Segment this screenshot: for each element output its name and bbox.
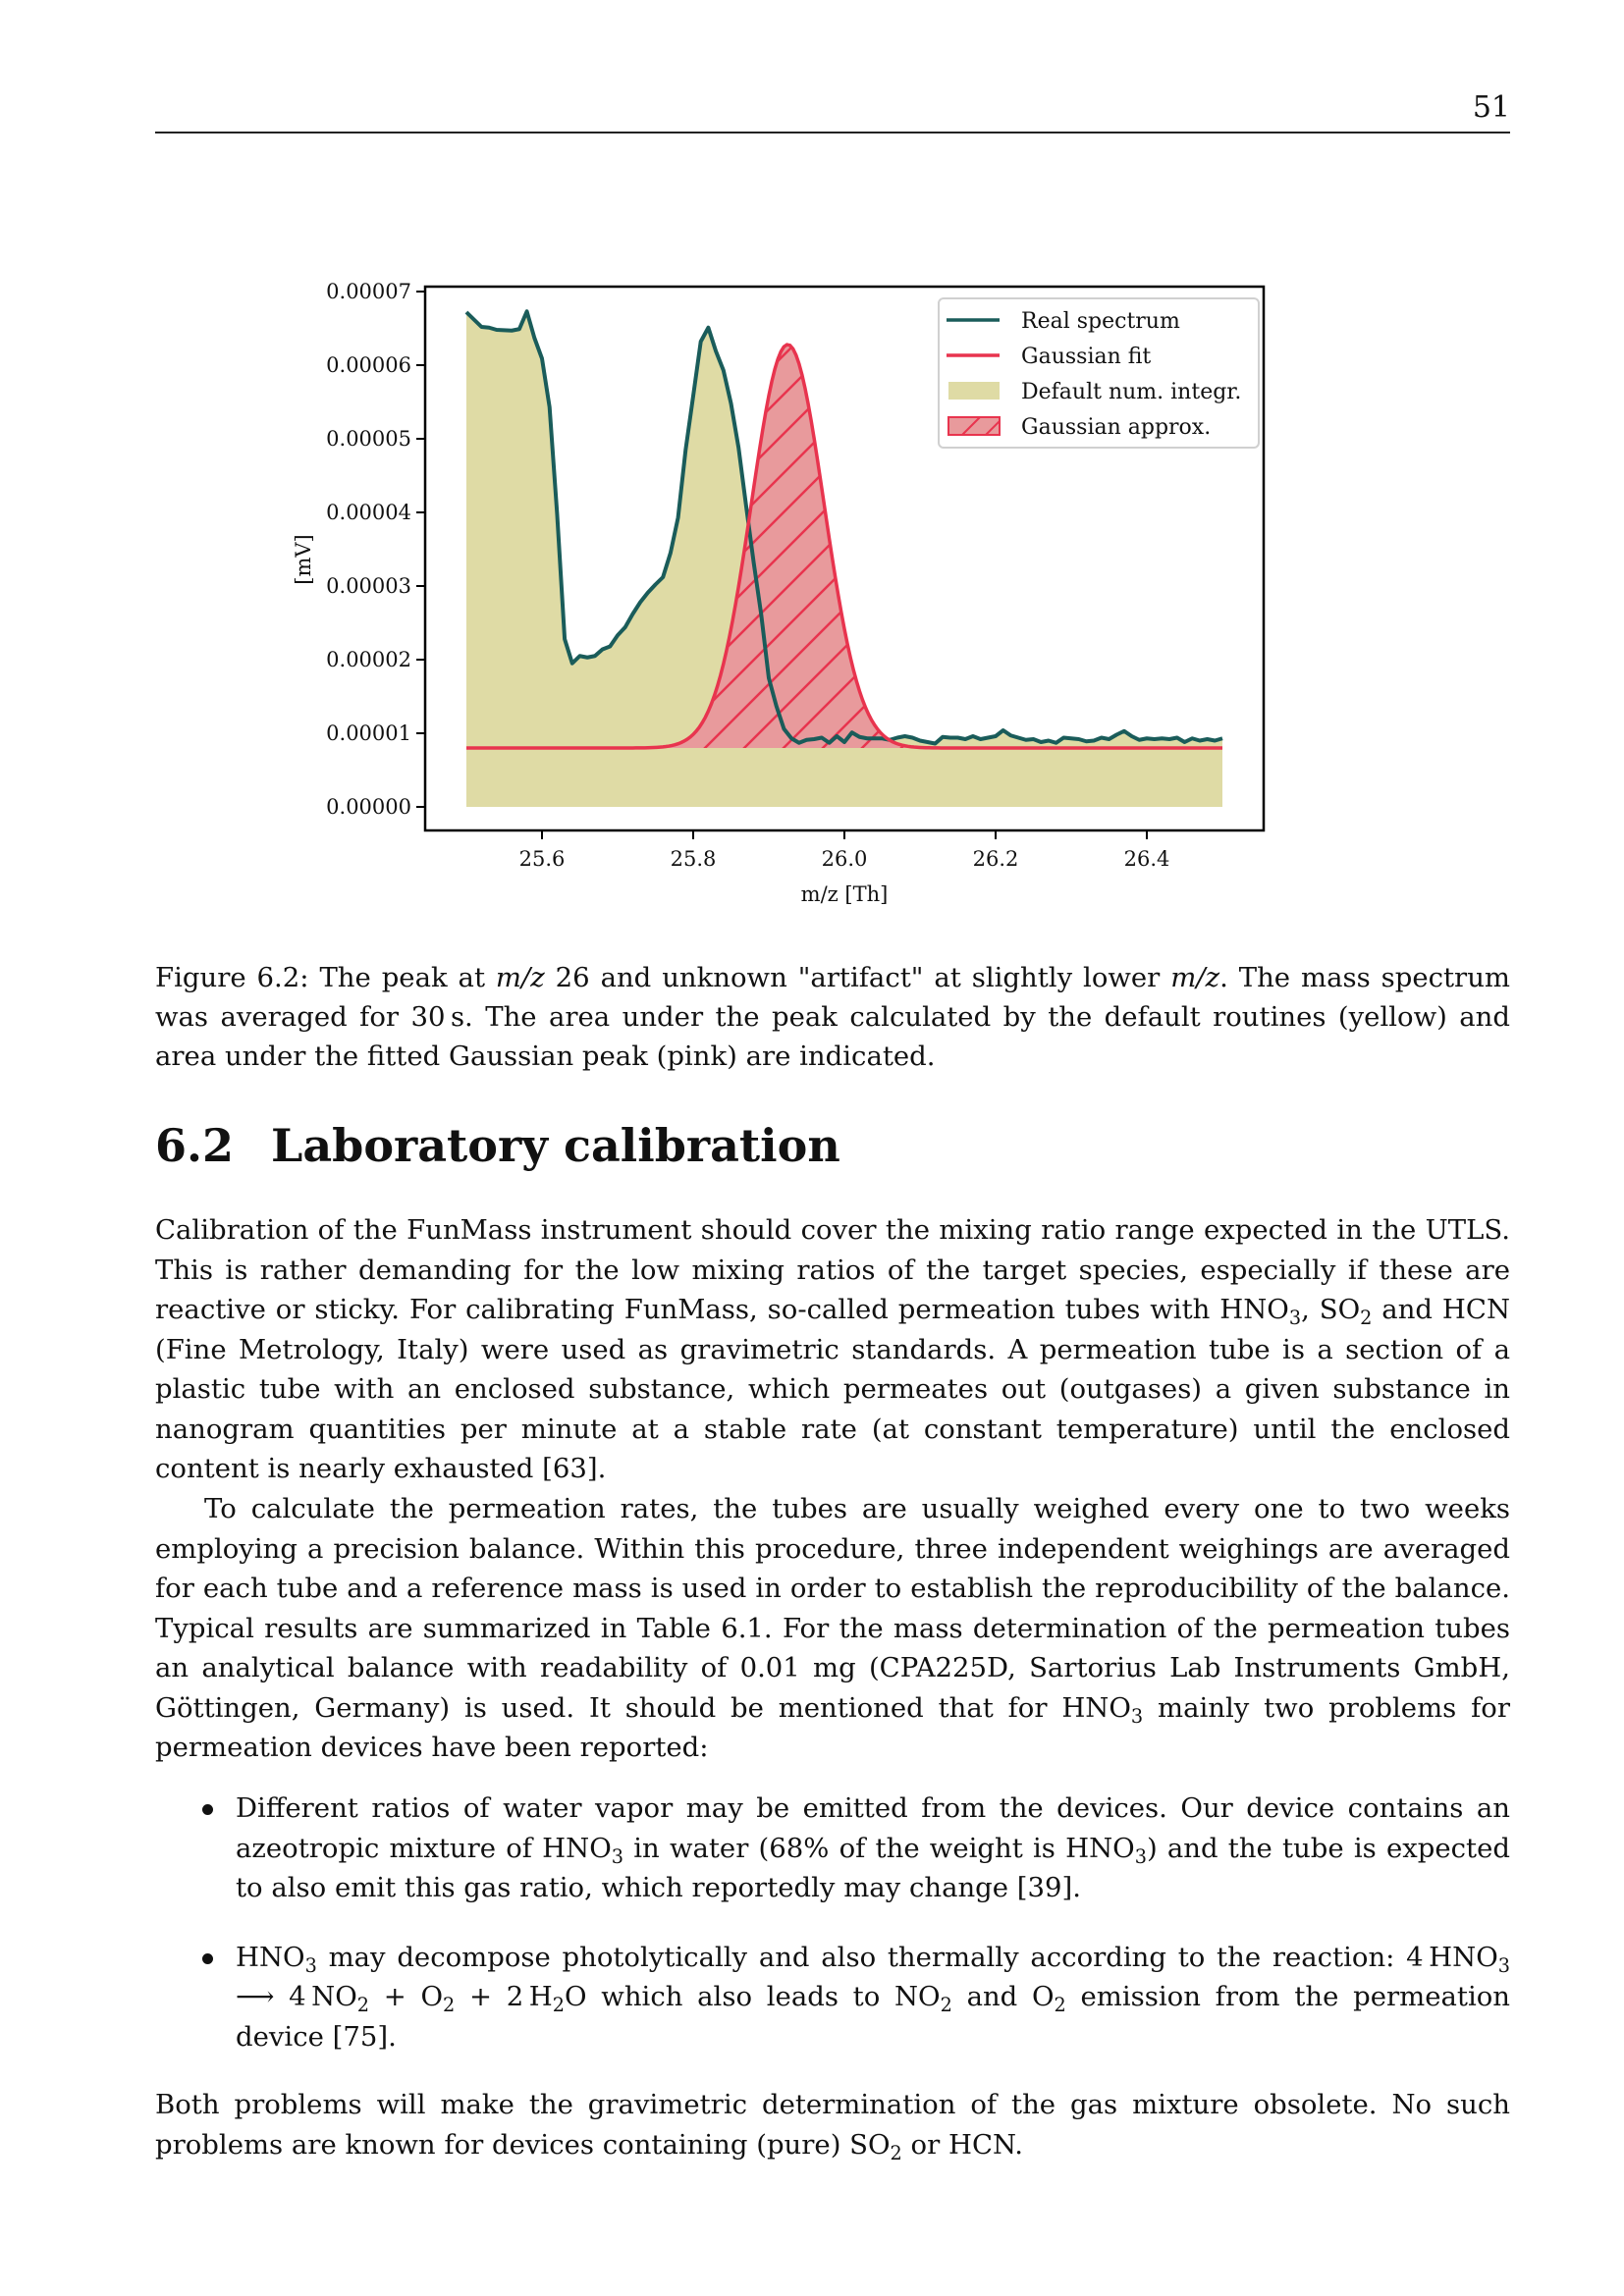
y-tick-label: 0.00003 [326, 574, 411, 598]
legend-label: Default num. integr. [1021, 380, 1242, 404]
list-item: $HNO_3$ may decompose photolytically and also thermally according to the reaction: 4 $HNO_3$ ⟶ 4 $NO_2 + O_2 + 2$ $H_2O$ which also leads to $NO_2$ and $O_2$ emission from the permeation device [75]. [155, 1938, 1510, 2057]
y-tick-label: 0.00004 [326, 501, 411, 524]
chart-legend [939, 298, 1259, 448]
section-title: Laboratory calibration [271, 1119, 840, 1172]
figure-6-2 [0, 0, 1624, 942]
y-tick-label: 0.00001 [326, 721, 411, 745]
y-tick-label: 0.00000 [326, 795, 411, 819]
y-tick-label: 0.00006 [326, 353, 411, 377]
y-tick-label: 0.00005 [326, 427, 411, 451]
x-axis-label: m/z [Th] [800, 882, 889, 906]
x-tick-label: 25.8 [670, 847, 717, 871]
x-tick-label: 26.2 [972, 847, 1019, 871]
page-number: 51 [1472, 90, 1510, 125]
bullet-icon [202, 1804, 213, 1815]
y-axis-label: [mV] [292, 534, 315, 585]
y-tick-label: 0.00002 [326, 648, 411, 671]
paragraph-closing: Both problems will make the gravimetric determination of the gas mixture obsolete. No such problems are known for devices containing (pure) $SO_2$ or HCN. [155, 2089, 1510, 2164]
x-tick-label: 25.6 [518, 847, 566, 871]
legend-label: Gaussian fit [1021, 345, 1152, 369]
paragraph-permeation-rates: To calculate the permeation rates, the tubes are usually weighed every one to two weeks employing a precision balance. Within this procedure, three independent weighings are averaged for each tube and a reference mass is used in order to establish the reproducibility of the balance. Typical results are summarized in Table 6.1. For the mass determination of the permeation tubes an analytical balance with readability of 0.01 mg (CPA225D, Sartorius Lab Instruments GmbH, Göttingen, Germany) is used. It should be mentioned that for $HNO_3$ mainly two problems for permeation devices have been reported: [155, 1493, 1510, 1763]
figure-caption: Figure 6.2: The peak at m/z 26 and unknown "artifact" at slightly lower m/z. The mass spectrum was averaged for 30 s. The area under the peak calculated by the default routines (yellow) and area under the fitted Gaussian peak (pink) are indicated. [155, 962, 1510, 1072]
paragraph-intro: Calibration of the FunMass instrument should cover the mixing ratio range expected in the UTLS. This is rather demanding for the low mixing ratios of the target species, especially if these are reactive or sticky. For calibrating FunMass, so-called permeation tubes with $HNO_3$, $SO_2$ and HCN (Fine Metrology, Italy) were used as gravimetric standards. A permeation tube is a section of a plastic tube with an enclosed substance, which permeates out (outgases) a given substance in nanogram quantities per minute at a stable rate (at constant temperature) until the enclosed content is nearly exhausted [63]. [155, 1214, 1511, 1484]
spectrum-chart [0, 0, 1624, 942]
legend-label: Gaussian approx. [1021, 415, 1212, 440]
section-number: 6.2 [155, 1119, 235, 1172]
x-tick-label: 26.4 [1123, 847, 1170, 871]
y-tick-label: 0.00007 [326, 280, 411, 303]
caption-label: Figure 6.2: [155, 962, 309, 993]
list-item: Different ratios of water vapor may be emitted from the devices. Our device contains an azeotropic mixture of $HNO_3$ in water (68% of the weight is $HNO_3$) and the tube is expected to also emit this gas ratio, which reportedly may change [39]. [155, 1789, 1510, 1908]
section-heading [155, 1119, 840, 1172]
problem-list [155, 1789, 1510, 2086]
bullet-icon [202, 1953, 213, 1964]
legend-label: Real spectrum [1021, 309, 1180, 334]
x-tick-label: 26.0 [821, 847, 868, 871]
